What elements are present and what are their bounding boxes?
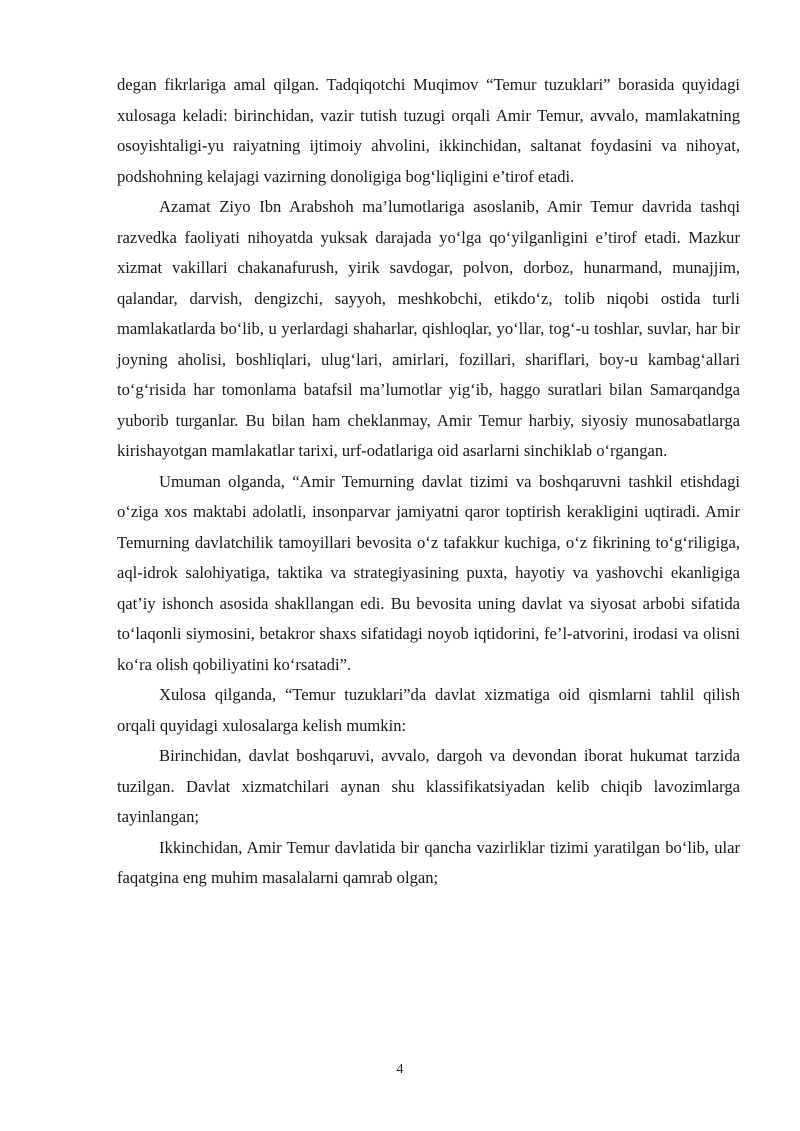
paragraph-4: Xulosa qilganda, “Temur tuzuklari”da davlat xizmatiga oid qismlarni tahlil qilish orqali quyidagi xulosalarga kelish mumkin: — [117, 685, 740, 735]
paragraph-2: Azamat Ziyo Ibn Arabshoh ma’lumotlariga asoslanib, Amir Temur davrida tashqi razvedka faoliyati nihoyatda yuksak darajada yo‘lga qo‘yilganligini e’tirof etadi. Mazkur xizmat vakillari chakanafurush, yirik savdogar, polvon, dorboz, hunarmand, munajjim, qalandar, darvish, dengizchi, sayyoh, meshkobchi, etikdo‘z, tolib niqobi ostida turli mamlakatlarda bo‘lib, u yerlardagi shaharlar, qishloqlar, yo‘llar, tog‘-u toshlar, suvlar, har bir joyning aholisi, boshliqlari, ulug‘lari, amirlari, fozillari, shariflari, boy-u kambag‘allari to‘g‘risida har tomonlama batafsil ma’lumotlar yig‘ib, haggo suratlari bilan Samarqandga yuborib turganlar. Bu bilan ham cheklanmay, Amir Temur harbiy, siyosiy munosabatlarga kirishayotgan mamlakatlar tarixi, urf-odatlariga oid asarlarni sinchiklab o‘rgangan. — [117, 197, 740, 460]
paragraph-5: Birinchidan, davlat boshqaruvi, avvalo, dargoh va devondan iborat hukumat tarzida tuzilgan. Davlat xizmatchilari aynan shu klassifikatsiyadan kelib chiqib lavozimlarga tayinlangan; — [117, 746, 740, 826]
paragraph-6: Ikkinchidan, Amir Temur davlatida bir qancha vazirliklar tizimi yaratilgan bo‘lib, ular faqatgina eng muhim masalalarni qamrab olgan; — [117, 837, 740, 887]
paragraph-3: Umuman olganda, “Amir Temurning davlat tizimi va boshqaruvni tashkil etishdagi o‘ziga xos maktabi adolatli, insonparvar jamiyatni qaror toptirish kerakligini uqtiradi. Amir Temurning davlatchilik tamoyillari bevosita o‘z tafakkur kuchiga, o‘z fikrining to‘g‘riligiga, aql-idrok salohiyatiga, taktika va strategiyasining puxta, hayotiy va yashovchi ekanligiga qat’iy ishonch asosida shakllangan edi. Bu bevosita uning davlat va siyosat arbobi sifatida to‘laqonli siymosini, betakror shaxs sifatidagi noyob iqtidorini, fe’l-atvorini, irodasi va olisni ko‘ra olish qobiliyatini ko‘rsatadi”. — [117, 471, 740, 674]
paragraph-1: degan fikrlariga amal qilgan. Tadqiqotchi Muqimov “Temur tuzuklari” borasida quyidagi xulosaga keladi: birinchidan, vazir tutish tuzugi orqali Amir Temur, avvalo, mamlakatning osoyishtaligi-yu raiyatning ijtimoiy ahvolini, ikkinchidan, saltanat foydasini va nihoyat, podshohning kelajagi vazirning donoligiga bog‘liqligini e’tirof etadi. — [117, 75, 740, 186]
document-body — [117, 70, 740, 894]
page-number: 4 — [396, 1062, 404, 1077]
